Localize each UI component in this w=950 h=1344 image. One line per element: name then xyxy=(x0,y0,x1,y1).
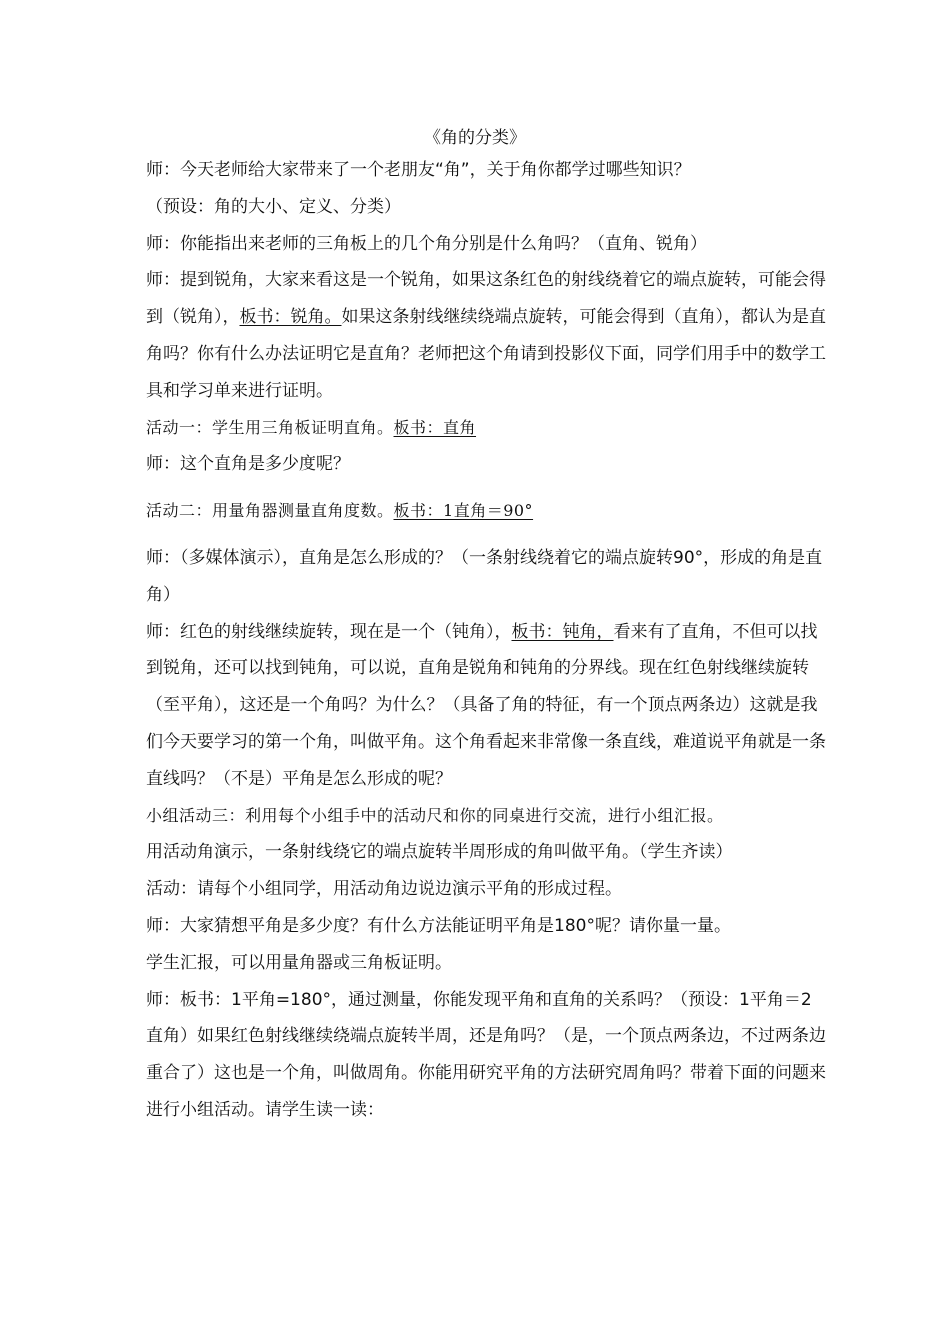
document-title: 《角的分类》 xyxy=(424,128,526,148)
text-span: 师：提到锐角，大家来看这是一个锐角，如果这条红色的射线绕着它的端点旋转，可能会得到（锐角）， xyxy=(146,270,826,328)
paragraph-report: 学生汇报，可以用量角器或三角板证明。 xyxy=(146,952,452,973)
paragraph-obtuse-angle xyxy=(146,614,826,798)
text-span: 活动一：学生用三角板证明直角。 xyxy=(146,417,394,437)
board-note-acute: 板书：锐角。 xyxy=(239,307,342,328)
paragraph-multimedia: 师：（多媒体演示），直角是怎么形成的？（一条射线绕着它的端点旋转90°，形成的角是直角） xyxy=(146,547,823,605)
paragraph-acute-angle xyxy=(146,262,826,409)
paragraph-triangle-question: 师：你能指出来老师的三角板上的几个角分别是什么角吗？（直角、锐角） xyxy=(146,233,707,254)
activity-three: 小组活动三：利用每个小组手中的活动尺和你的同桌进行交流，进行小组汇报。 xyxy=(146,805,724,825)
text-span: 看来有了直角，不但可以找到锐角，还可以找到钝角，可以说，直角是锐角和钝角的分界线。现在红色射线继续旋转（至平角），这还是一个角吗？为什么？（具备了角的特征，有一个顶点两条边）这就是我们今天要学习的第一个角，叫做平角。这个角看起来非常像一条直线，难道说平角就是一条直线吗？（不是）平角是怎么形成的呢？ xyxy=(146,621,826,789)
board-note-obtuse: 板书：钝角， xyxy=(511,621,614,642)
paragraph-degree-question: 师：这个直角是多少度呢？ xyxy=(146,454,350,475)
paragraph-preset: （预设：角的大小、定义、分类） xyxy=(146,196,401,217)
board-note-right: 板书：直角 xyxy=(393,417,477,437)
activity-two xyxy=(146,493,826,530)
text-span: 如果这条射线继续绕端点旋转，可能会得到（直角），都认为是直角吗？你有什么办法证明它是直角？老师把这个角请到投影仪下面，同学们用手中的数学工具和学习单来进行证明。 xyxy=(146,307,826,401)
paragraph-activity: 活动：请每个小组同学，用活动角边说边演示平角的形成过程。 xyxy=(146,879,622,900)
paragraph-straight-angle-demo: 用活动角演示，一条射线绕它的端点旋转半周形成的角叫做平角。（学生齐读） xyxy=(146,842,733,863)
paragraph-intro: 师：今天老师给大家带来了一个老朋友“角”，关于角你都学过哪些知识？ xyxy=(146,160,691,180)
paragraph-full-angle: 师：板书：1平角=180°，通过测量，你能发现平角和直角的关系吗？（预设：1平角＝2直角）如果红色射线继续绕端点旋转半周，还是角吗？（是，一个顶点两条边，不过两条边重合了）这也是一个角，叫做周角。你能用研究平角的方法研究周角吗？带着下面的问题来进行小组活动。请学生读一读： xyxy=(146,989,826,1120)
text-span: 活动二：用量角器测量直角度数。 xyxy=(146,501,394,521)
board-note-90: 板书：1直角＝90° xyxy=(393,501,534,521)
paragraph-guess: 师：大家猜想平角是多少度？有什么方法能证明平角是180°呢？请你量一量。 xyxy=(146,915,731,936)
document-body xyxy=(146,152,826,1129)
text-span: 师：红色的射线继续旋转，现在是一个（钝角）， xyxy=(146,621,512,642)
activity-one xyxy=(146,410,826,447)
